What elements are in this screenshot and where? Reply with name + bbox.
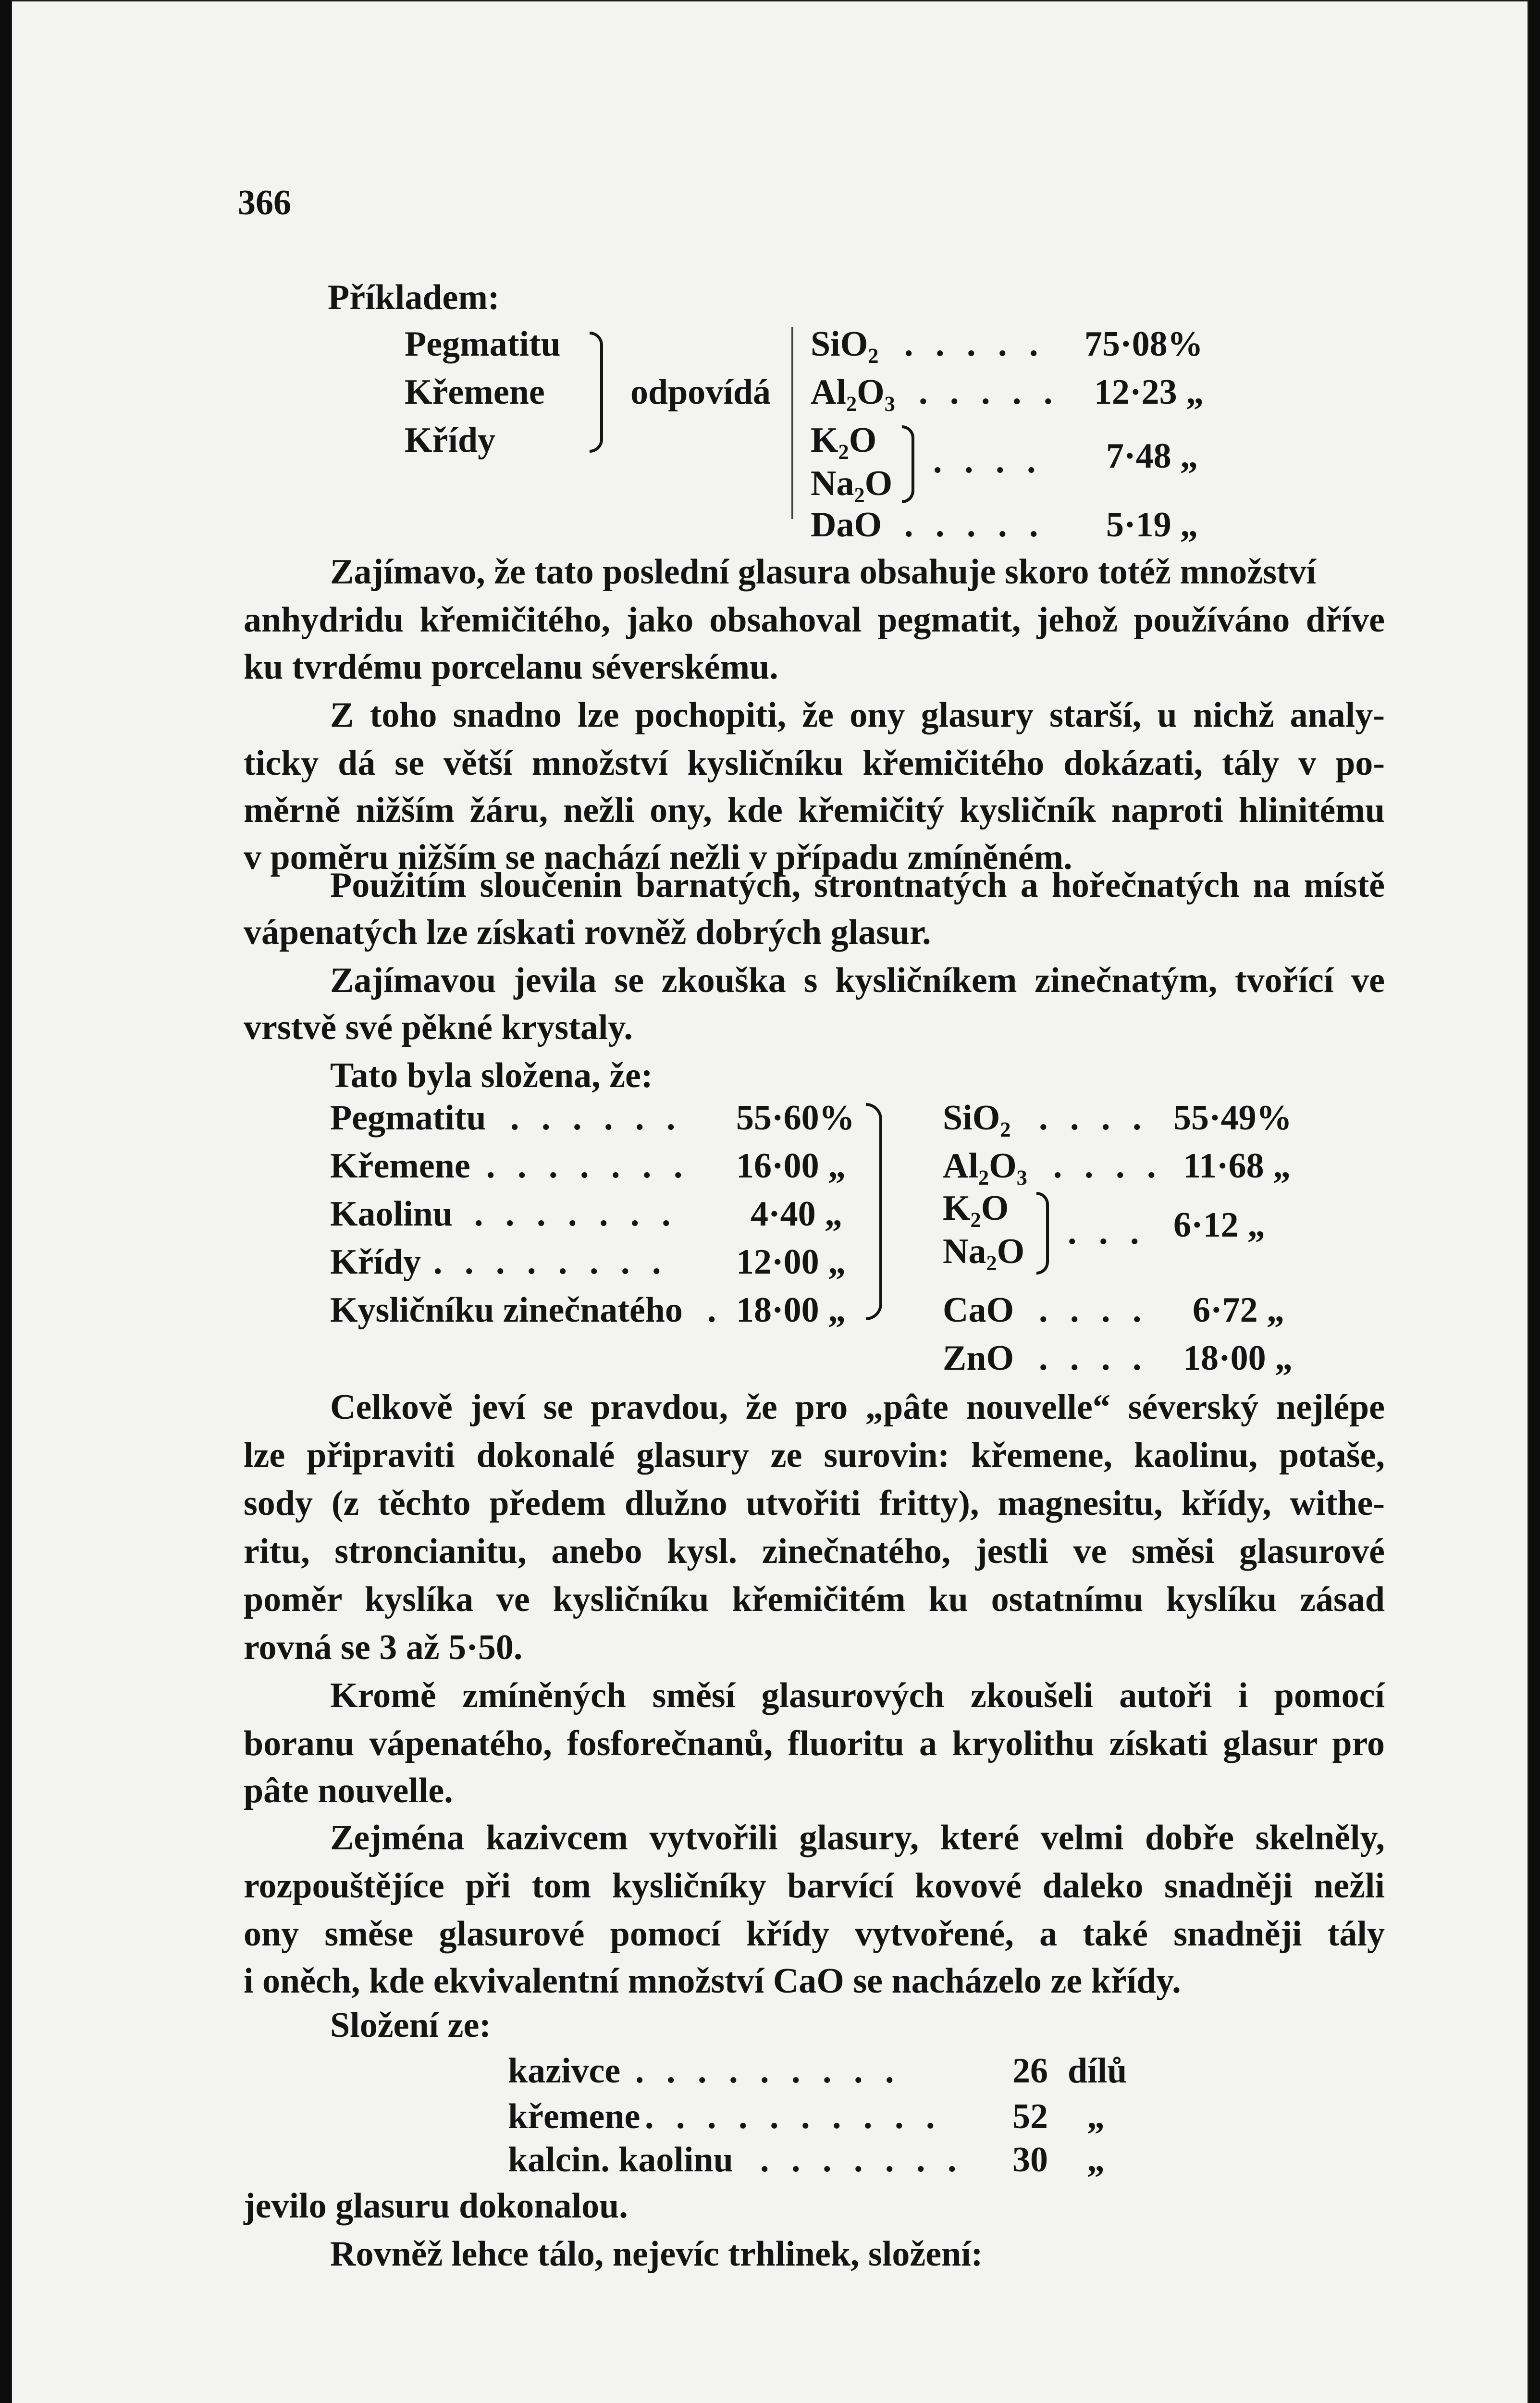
- material-value: 55·60%: [736, 1098, 855, 1138]
- paragraph-line: rovná se 3 až 5·50.: [244, 1628, 523, 1667]
- oxide-formula: Na₂O: [943, 1232, 1025, 1271]
- oxide-formula: K₂O: [943, 1189, 1009, 1228]
- paragraph-line: rozpouštějíce při tom kysličníky barvící kovové daleko snadněji nežli: [244, 1866, 1385, 1906]
- paragraph-line: v poměru nižším se nachází nežli v případu zmíněném.: [244, 838, 1072, 877]
- page-number: 366: [238, 183, 291, 223]
- example-heading: Příkladem:: [328, 278, 500, 317]
- paragraph-line: Zajímavo, že tato poslední glasura obsahuje skoro totéž množství: [330, 552, 1317, 592]
- oxide-value: 11·68 „: [1183, 1146, 1291, 1186]
- paragraph-line: ritu, stroncianitu, anebo kysl. zinečnatého, jestli ve směsi glasurové: [244, 1532, 1385, 1571]
- paragraph-line: jevilo glasuru dokonalou.: [244, 2186, 628, 2226]
- oxide-value: 55·49%: [1173, 1098, 1292, 1138]
- dot-leader: . . .: [1068, 1213, 1146, 1252]
- composition-name: křemene: [508, 2097, 641, 2136]
- dot-leader: . . . . . . .: [486, 1146, 690, 1186]
- oxide-formula: CaO: [943, 1290, 1014, 1330]
- paragraph-line: Z toho snadno lze pochopiti, že ony glasury starší, u nichž analy-: [330, 695, 1385, 735]
- paragraph-line: boranu vápenatého, fosforečnanů, fluoritu a kryolithu získati glasur pro: [244, 1724, 1385, 1763]
- composition-name: kazivce: [508, 2051, 621, 2091]
- material-value: 16·00 „: [736, 1146, 846, 1186]
- paragraph-line: Zajímavou jevila se zkouška s kysličníkem zinečnatým, tvořící ve: [330, 961, 1385, 1000]
- composition-value: 52: [1012, 2097, 1048, 2136]
- oxide-value: 6·72 „: [1193, 1290, 1285, 1330]
- material-krida: Křídy: [405, 421, 496, 460]
- dot-leader: . . . . . . .: [760, 2140, 963, 2180]
- dot-leader: . . . . .: [904, 505, 1045, 545]
- composition-name: kalcin. kaolinu: [508, 2140, 733, 2180]
- brace-alkali: [902, 425, 914, 503]
- material-name: Kysličníku zinečnatého: [330, 1290, 683, 1330]
- paragraph-line: poměr kyslíka ve kysličníku křemičitém ku ostatnímu kyslíku zásad: [244, 1580, 1385, 1619]
- oxide-value: 18·00 „: [1183, 1338, 1293, 1378]
- dot-leader: . . . . . . . . .: [635, 2051, 901, 2091]
- oxide-value: 6·12 „: [1173, 1205, 1266, 1245]
- dot-leader: . . . .: [1039, 1290, 1148, 1330]
- paragraph-line: Použitím sloučenin barnatých, strontnatých a hořečnatých na místě: [330, 866, 1385, 905]
- material-name: Kaolinu: [330, 1194, 453, 1234]
- material-kremen: Křemene: [405, 372, 545, 412]
- paragraph-line: lze připraviti dokonalé glasury ze surovin: křemene, kaolinu, potaše,: [244, 1436, 1385, 1475]
- dot-leader: . . . .: [1053, 1146, 1163, 1186]
- material-name: Křemene: [330, 1146, 470, 1186]
- paragraph-line: ticky dá se větší množství kysličníku křemičitého dokázati, tály v po-: [244, 743, 1385, 783]
- paragraph-line: sody (z těchto předem dlužno utvořiti fritty), magnesitu, křídy, withe-: [244, 1484, 1385, 1523]
- oxide-value: 7·48 „: [1106, 436, 1198, 476]
- material-value: 12·00 „: [736, 1242, 846, 1282]
- dot-leader: . . . .: [933, 441, 1043, 481]
- dot-leader: . . . . . . . . . .: [645, 2097, 942, 2136]
- dot-leader: . . . .: [1039, 1338, 1148, 1378]
- scan-edge-right: [1529, 0, 1540, 2403]
- dot-leader: . . . . . . . .: [433, 1242, 668, 1282]
- dot-leader: . . . . .: [919, 372, 1060, 412]
- dot-leader: . . . . .: [904, 324, 1045, 364]
- composition-heading: Složení ze:: [330, 2006, 491, 2045]
- material-name: Křídy: [330, 1242, 421, 1282]
- paragraph-line: Tato byla složena, že:: [330, 1056, 653, 1095]
- composition-unit: dílů: [1068, 2051, 1127, 2091]
- brace-mixture: [866, 1103, 882, 1320]
- oxide-formula: DaO: [811, 505, 882, 545]
- paragraph-line: ony směse glasurové pomocí křídy vytvořené, a také snadněji tály: [244, 1914, 1385, 1954]
- paragraph-line: vápenatých lze získati rovněž dobrých glasur.: [244, 913, 931, 952]
- oxide-formula: Al₂O₃: [811, 372, 895, 412]
- divider-line: [791, 327, 793, 519]
- brace-materials: [590, 332, 603, 453]
- oxide-formula: SiO₂: [943, 1098, 1011, 1138]
- material-value: 4·40 „: [751, 1194, 843, 1234]
- paragraph-line: Rovněž lehce tálo, nejevíc trhlinek, složení:: [330, 2234, 983, 2274]
- material-value: 18·00 „: [736, 1290, 846, 1330]
- oxide-formula: SiO₂: [811, 324, 879, 364]
- composition-value: 26: [1012, 2051, 1048, 2091]
- dot-leader: . . . . . .: [510, 1098, 682, 1138]
- oxide-formula: Na₂O: [811, 464, 893, 503]
- paragraph-line: Zejména kazivcem vytvořili glasury, které velmi dobře skelněly,: [330, 1818, 1385, 1858]
- composition-unit: „: [1087, 2097, 1105, 2136]
- composition-unit: „: [1087, 2140, 1105, 2180]
- oxide-formula: ZnO: [943, 1338, 1014, 1378]
- corresponds-word: odpovídá: [630, 372, 771, 412]
- paragraph-line: pâte nouvelle.: [244, 1771, 453, 1810]
- oxide-value: 75·08%: [1084, 324, 1203, 364]
- scan-edge-left: [0, 0, 11, 2403]
- paragraph-line: ku tvrdému porcelanu séverskému.: [244, 647, 778, 687]
- brace-alkali: [1036, 1192, 1049, 1275]
- oxide-value: 5·19 „: [1106, 505, 1198, 545]
- paragraph-line: Kromě zmíněných směsí glasurových zkoušeli autoři i pomocí: [330, 1676, 1385, 1715]
- material-pegmatit: Pegmatitu: [405, 324, 561, 364]
- oxide-formula: K₂O: [811, 421, 877, 460]
- dot-leader: . . . . . . .: [474, 1194, 678, 1234]
- composition-value: 30: [1012, 2140, 1048, 2180]
- book-page: [11, 0, 1529, 2403]
- paragraph-line: Celkově jeví se pravdou, že pro „pâte nouvelle“ séverský nejlépe: [330, 1387, 1385, 1427]
- paragraph-line: vrstvě své pěkné krystaly.: [244, 1008, 633, 1047]
- material-name: Pegmatitu: [330, 1098, 486, 1138]
- paragraph-line: i oněch, kde ekvivalentní množství CaO se nacházelo ze křídy.: [244, 1961, 1181, 2001]
- paragraph-line: měrně nižším žáru, nežli ony, kde křemičitý kysličník naproti hlinitému: [244, 791, 1385, 830]
- dot-leader: . . . .: [1039, 1098, 1148, 1138]
- dot-leader: .: [707, 1290, 723, 1330]
- oxide-formula: Al₂O₃: [943, 1146, 1027, 1186]
- oxide-value: 12·23 „: [1094, 372, 1204, 412]
- paragraph-line: anhydridu křemičitého, jako obsahoval pegmatit, jehož používáno dříve: [244, 600, 1385, 640]
